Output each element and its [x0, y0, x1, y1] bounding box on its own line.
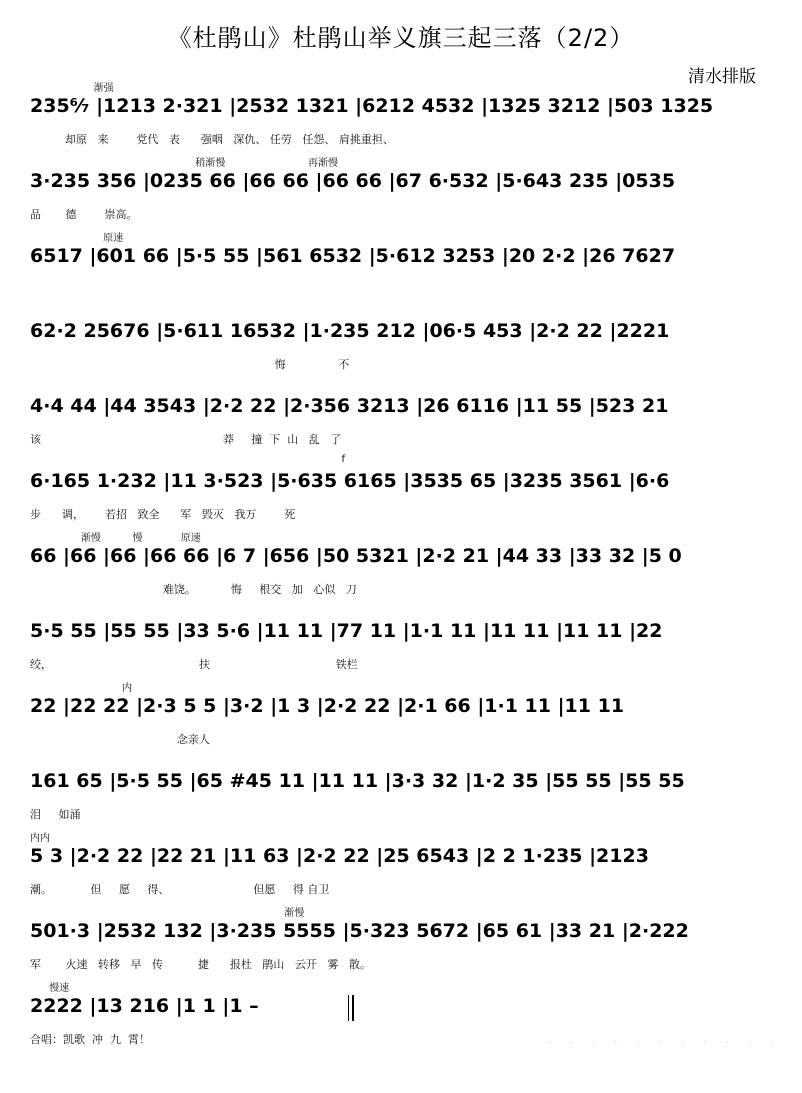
lyrics-line: 念亲人 — [30, 733, 210, 746]
lyrics-line: 该 莽 撞 下 山 乱 了 — [30, 433, 342, 446]
jianpu-notes: 5·5 55 |55 55 |33 5·6 |11 11 |77 11 |1·1 11 |11 11 |11 11 |22 — [30, 620, 663, 642]
jianpu-notes: 235⁶⁄₇ |1213 2·321 |2532 1321 |6212 4532 |1325 3212 |503 1325 — [30, 95, 714, 117]
page-title: 《杜鹃山》杜鹃山举义旗三起三落（2/2） — [167, 24, 635, 52]
lyrics-line: 品 德 崇高。 — [30, 208, 138, 221]
jianpu-notes: 5 3 |2·2 22 |22 21 |11 63 |2·2 22 |25 6543 |2 2 1·235 |2123 — [30, 845, 649, 867]
tempo-marks: 内内 — [30, 833, 50, 843]
tempo-marks: 渐慢 慢 原速 — [30, 533, 201, 543]
tempo-marks: 内 — [30, 683, 133, 693]
tempo-marks: 稍渐慢 再渐慢 — [30, 158, 338, 168]
lyrics-line — [30, 281, 775, 297]
tempo-marks: 渐慢 — [30, 908, 305, 918]
jianpu-notes: 22 |22 22 |2·3 5 5 |3·2 |1 3 |2·2 22 |2·1 66 |1·1 11 |11 11 — [30, 695, 625, 717]
typesetter-credit: 清水排版 — [688, 67, 756, 87]
jianpu-notes: 4·4 44 |44 3543 |2·2 22 |2·356 3213 |26 6116 |11 55 |523 21 — [30, 395, 669, 417]
lyrics-line: 合唱：凯歌 冲 九 霄！ — [30, 1033, 150, 1046]
jianpu-notes: 2222 |13 216 |1 1 |1 – — [30, 995, 259, 1017]
lyrics-line: 泪 如涌 — [30, 808, 81, 821]
jianpu-notes: 66 |66 |66 |66 66 |6 7 |656 |50 5321 |2·2 21 |44 33 |33 32 |5 0 — [30, 545, 682, 567]
tempo-marks — [30, 604, 775, 618]
dotted-watermark: · · · · · · · · · · · — [547, 1038, 782, 1049]
tempo-marks — [30, 304, 775, 318]
lyrics-line: 步 调， 若招 致全 军 毁灭 我万 死 — [30, 508, 296, 521]
lyrics-line: 军 火速 转移 早 传 捷 报杜 鹃山 云开 雾 散。 — [30, 958, 371, 971]
tempo-marks: f — [30, 454, 346, 465]
lyrics-line: 悔 不 — [30, 358, 350, 371]
tempo-marks: 原速 — [30, 233, 124, 243]
lyrics-line: 难饶。 悔 根交 加 心似 刀 — [30, 583, 357, 596]
jianpu-notes: 6·165 1·232 |11 3·523 |5·635 6165 |3535 65 |3235 3561 |6·6 — [30, 470, 670, 492]
lyrics-line: 却原 来 党代 表 强咽 深仇、 任劳 任怨、 肩挑重担、 — [30, 133, 394, 146]
jianpu-notes: 3·235 356 |0235 66 |66 66 |66 66 |67 6·532 |5·643 235 |0535 — [30, 170, 676, 192]
tempo-marks: 渐强 — [30, 83, 114, 93]
jianpu-notes: 501·3 |2532 132 |3·235 5555 |5·323 5672 |65 61 |33 21 |2·222 — [30, 920, 689, 942]
lyrics-line: 潮。 但 愿 得、 但愿 得 自卫 — [30, 883, 330, 896]
jianpu-notes: 161 65 |5·5 55 |65 #45 11 |11 11 |3·3 32 |1·2 35 |55 55 |55 55 — [30, 770, 685, 792]
tempo-marks — [30, 754, 775, 768]
jianpu-notes: 62·2 25676 |5·611 16532 |1·235 212 |06·5 453 |2·2 22 |2221 — [30, 320, 670, 342]
jianpu-notes: 6517 |601 66 |5·5 55 |561 6532 |5·612 3253 |20 2·2 |26 7627 — [30, 245, 676, 267]
tempo-marks — [30, 379, 775, 393]
tempo-marks: 慢速 — [30, 983, 70, 993]
final-barline — [348, 995, 354, 1021]
lyrics-line: 绞， 扶 铁栏 — [30, 658, 358, 671]
